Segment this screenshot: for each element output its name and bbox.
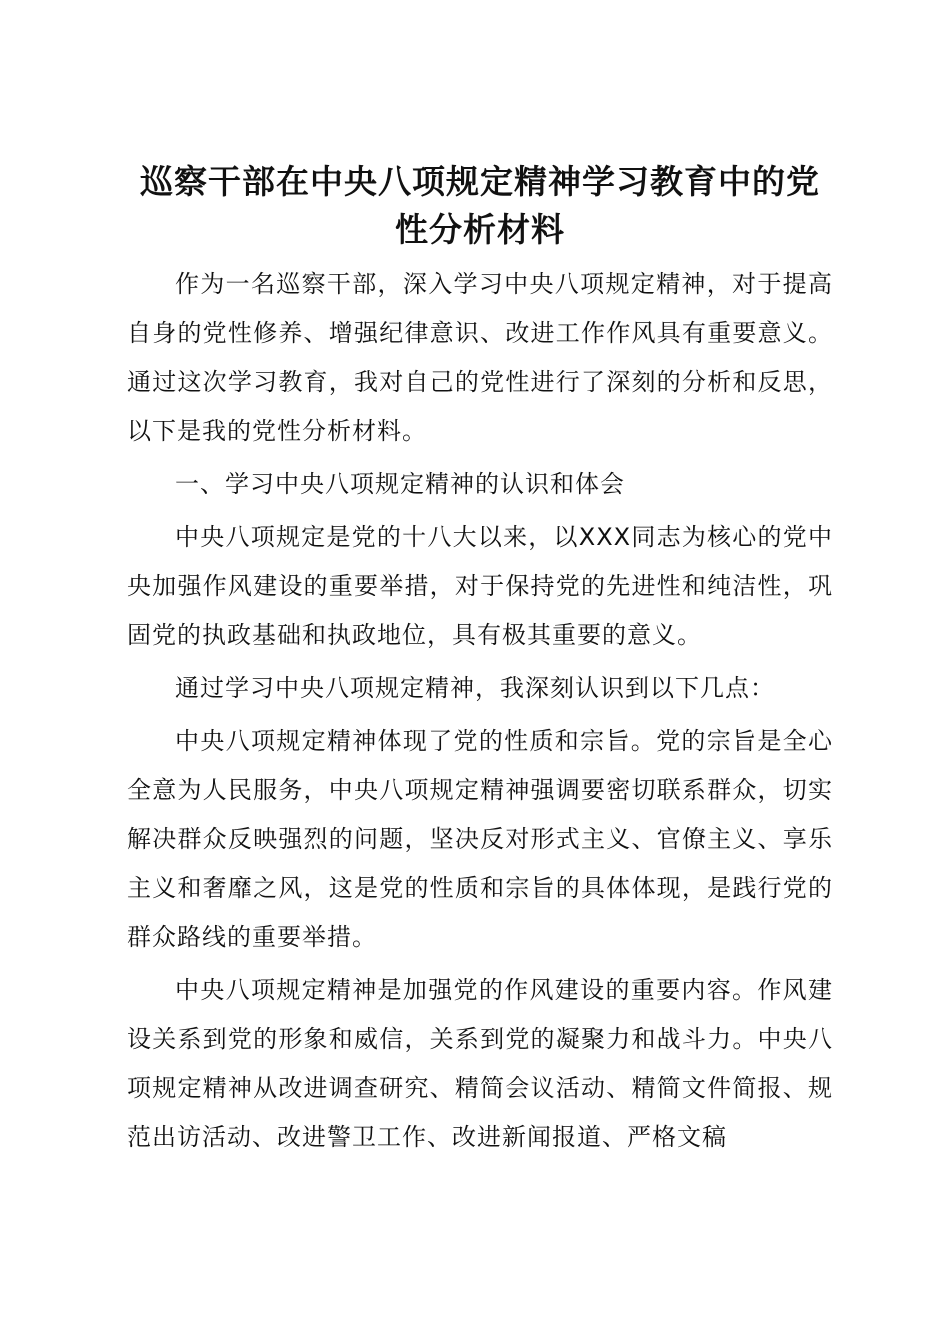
paragraph-3: 通过学习中央八项规定精神，我深刻认识到以下几点：: [175, 674, 775, 702]
title-line-2: 性分析材料: [395, 210, 565, 249]
document-content: [127, 158, 833, 1162]
paragraph-5: 中央八项规定精神是加强党的作风建设的重要内容。作风建设关系到党的形象和威信，关系到党的凝聚力和战斗力。中央八项规定精神从改进调查研究、精简会议活动、精简文件简报、规范出访活动、改进警卫工作、改进新闻报道、严格文稿: [127, 976, 833, 1151]
document-body: [127, 260, 833, 1162]
section-heading-1: 一、学习中央八项规定精神的认识和体会: [175, 470, 625, 498]
title-line-1: 巡察干部在中央八项规定精神学习教育中的党: [140, 162, 820, 201]
paragraph-4: 中央八项规定精神体现了党的性质和宗旨。党的宗旨是全心全意为人民服务，中央八项规定精神强调要密切联系群众，切实解决群众反映强烈的问题，坚决反对形式主义、官僚主义、享乐主义和奢靡之风，这是党的性质和宗旨的具体体现，是践行党的群众路线的重要举措。: [127, 727, 833, 951]
paragraph-2: 中央八项规定是党的十八大以来，以XXX同志为核心的党中央加强作风建设的重要举措，对于保持党的先进性和纯洁性，巩固党的执政基础和执政地位，具有极其重要的意义。: [127, 523, 833, 649]
intro-paragraph: 作为一名巡察干部，深入学习中央八项规定精神，对于提高自身的党性修养、增强纪律意识、改进工作作风具有重要意义。通过这次学习教育，我对自己的党性进行了深刻的分析和反思，以下是我的党性分析材料。: [127, 270, 833, 445]
document-title: [127, 158, 833, 254]
